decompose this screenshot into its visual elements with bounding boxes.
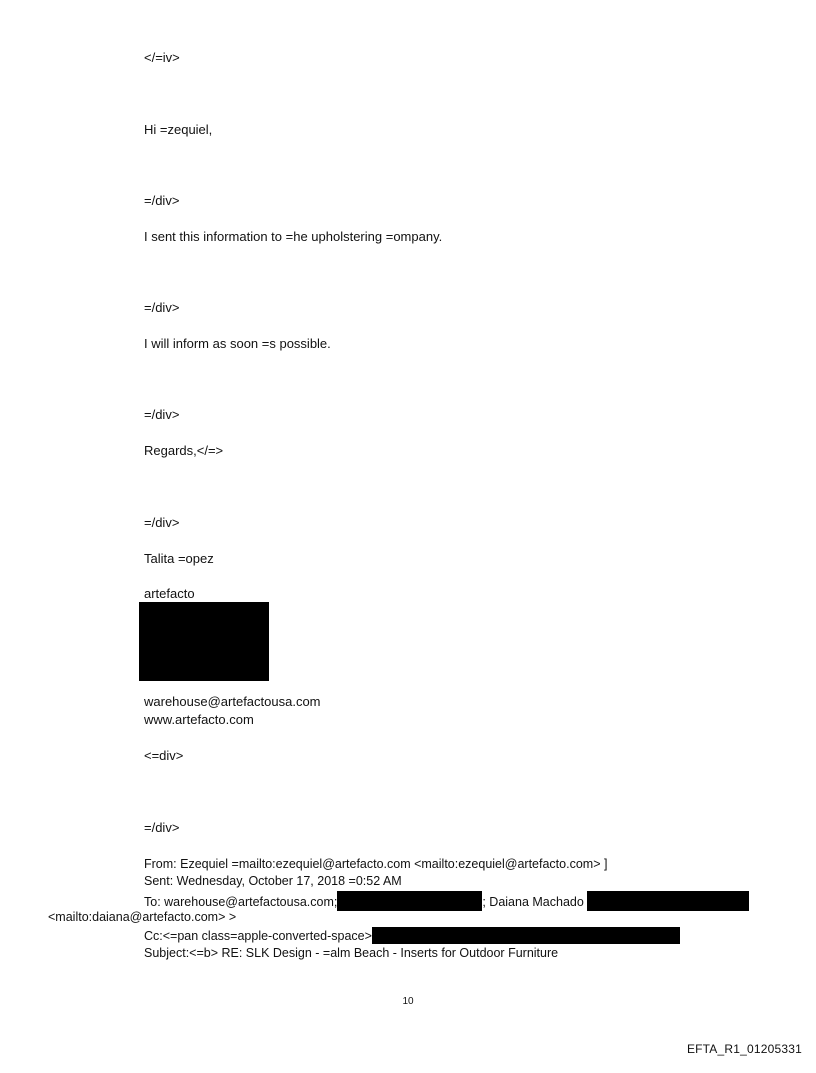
header-to-start: To: warehouse@artefactousa.com;: [144, 895, 338, 909]
div-close-line: =/div>: [144, 193, 180, 208]
body-paragraph: I will inform as soon =s possible.: [144, 336, 331, 351]
header-to: [144, 891, 749, 911]
redaction-block: [587, 891, 749, 911]
div-close-line: =/div>: [144, 300, 180, 315]
div-close-line: =/div>: [144, 820, 180, 835]
redaction-block: [139, 602, 269, 681]
header-cc: [144, 927, 680, 944]
header-to-middle: ; Daiana Machado: [482, 895, 584, 909]
bates-number: EFTA_R1_01205331: [686, 1042, 802, 1056]
sign-off: Regards,</=>: [144, 443, 224, 458]
div-close-line: =/div>: [144, 407, 180, 422]
header-to-wrap: <mailto:daiana@artefacto.com> >: [48, 910, 237, 924]
div-open-line: <=div>: [144, 748, 184, 763]
signature-email: warehouse@artefactousa.com: [144, 694, 321, 709]
header-sent: Sent: Wednesday, October 17, 2018 =0:52 AM: [144, 874, 402, 888]
div-close-line: =/div>: [144, 515, 180, 530]
header-from: From: Ezequiel =mailto:ezequiel@artefacto.com <mailto:ezequiel@artefacto.com> ]: [144, 857, 608, 871]
signature-name: Talita =opez: [144, 551, 214, 566]
header-subject: Subject:<=b> RE: SLK Design - =alm Beach - Inserts for Outdoor Furniture: [144, 946, 559, 960]
redaction-block: [372, 927, 680, 944]
redaction-block: [337, 891, 482, 911]
header-cc-label: Cc:<=pan class=apple-converted-space>: [144, 929, 372, 943]
signature-website: www.artefacto.com: [144, 712, 254, 727]
greeting: Hi =zequiel,: [144, 122, 213, 137]
body-paragraph: I sent this information to =he upholstering =ompany.: [144, 229, 443, 244]
signature-company: artefacto: [144, 586, 195, 601]
div-close-line: </=iv>: [144, 50, 180, 65]
page-number: 10: [402, 996, 414, 1007]
